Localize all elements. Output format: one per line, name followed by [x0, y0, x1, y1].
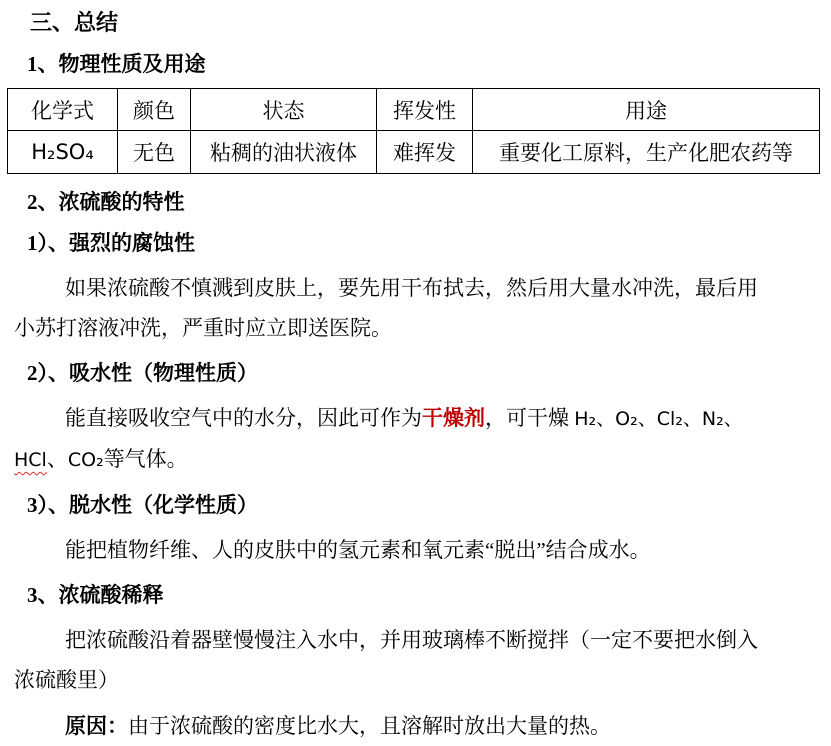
corrosive-paragraph: [14, 268, 818, 348]
cell-state: 粘稠的油状液体: [191, 131, 377, 174]
corrosive-line2: 小苏打溶液冲洗，严重时应立即送医院。: [14, 316, 392, 340]
dilution-paragraph: [14, 620, 818, 700]
header-color: 颜色: [118, 89, 191, 131]
dehydrating-heading: 3）、脱水性（化学性质）: [27, 493, 258, 517]
dilution-line2: 浓硫酸里）: [14, 668, 119, 692]
cell-use: 重要化工原料，生产化肥农药等: [473, 131, 820, 174]
header-use: 用途: [473, 89, 820, 131]
cell-color: 无色: [118, 131, 191, 174]
header-state: 状态: [191, 89, 377, 131]
corrosive-line1: 如果浓硫酸不慎溅到皮肤上，要先用干布拭去，然后用大量水冲洗，最后用: [65, 276, 758, 300]
reason-label: 原因：: [65, 714, 128, 738]
drying-agent-highlight: 干燥剂: [422, 406, 485, 430]
gas-hcl: HCl: [14, 449, 47, 471]
section-characteristics-heading: 2、浓硫酸的特性: [27, 190, 185, 214]
absorbent-text-rest: 等气体。: [103, 447, 188, 471]
header-volatility: 挥发性: [377, 89, 473, 131]
table-header-row: [8, 89, 820, 131]
absorbent-heading: 2）、吸水性（物理性质）: [27, 361, 258, 385]
table-data-row: [8, 131, 820, 174]
gas-separator: 、: [46, 447, 68, 471]
cell-volatility: 难挥发: [377, 131, 473, 174]
absorbent-paragraph: [14, 398, 818, 480]
cell-chemical-formula: H₂SO₄: [8, 131, 118, 174]
header-chemical-formula: 化学式: [8, 89, 118, 131]
reason-text: 由于浓硫酸的密度比水大，且溶解时放出大量的热。: [128, 714, 611, 738]
gas-list: H₂、O₂、Cl₂、N₂、: [574, 408, 743, 430]
absorbent-text-mid: ，可干燥: [485, 406, 575, 430]
gas-co2: CO₂: [67, 449, 104, 471]
doc-title: 三、总结: [30, 10, 119, 35]
dehydrating-line1: 能把植物纤维、人的皮肤中的氢元素和氧元素“脱出”结合成水。: [65, 538, 651, 562]
corrosive-heading: 1）、强烈的腐蚀性: [27, 231, 195, 255]
dehydrating-paragraph: [14, 530, 818, 570]
dilution-line1: 把浓硫酸沿着器壁慢慢注入水中，并用玻璃棒不断搅拌（一定不要把水倒入: [65, 628, 758, 652]
section-physical-heading: 1、物理性质及用途: [27, 52, 206, 76]
absorbent-text-pre: 能直接吸收空气中的水分，因此可作为: [65, 406, 422, 430]
properties-table: [7, 88, 820, 174]
dilution-heading: 3、浓硫酸稀释: [27, 583, 164, 607]
reason-paragraph: [14, 706, 818, 746]
chemistry-notes-document: [0, 9, 831, 738]
